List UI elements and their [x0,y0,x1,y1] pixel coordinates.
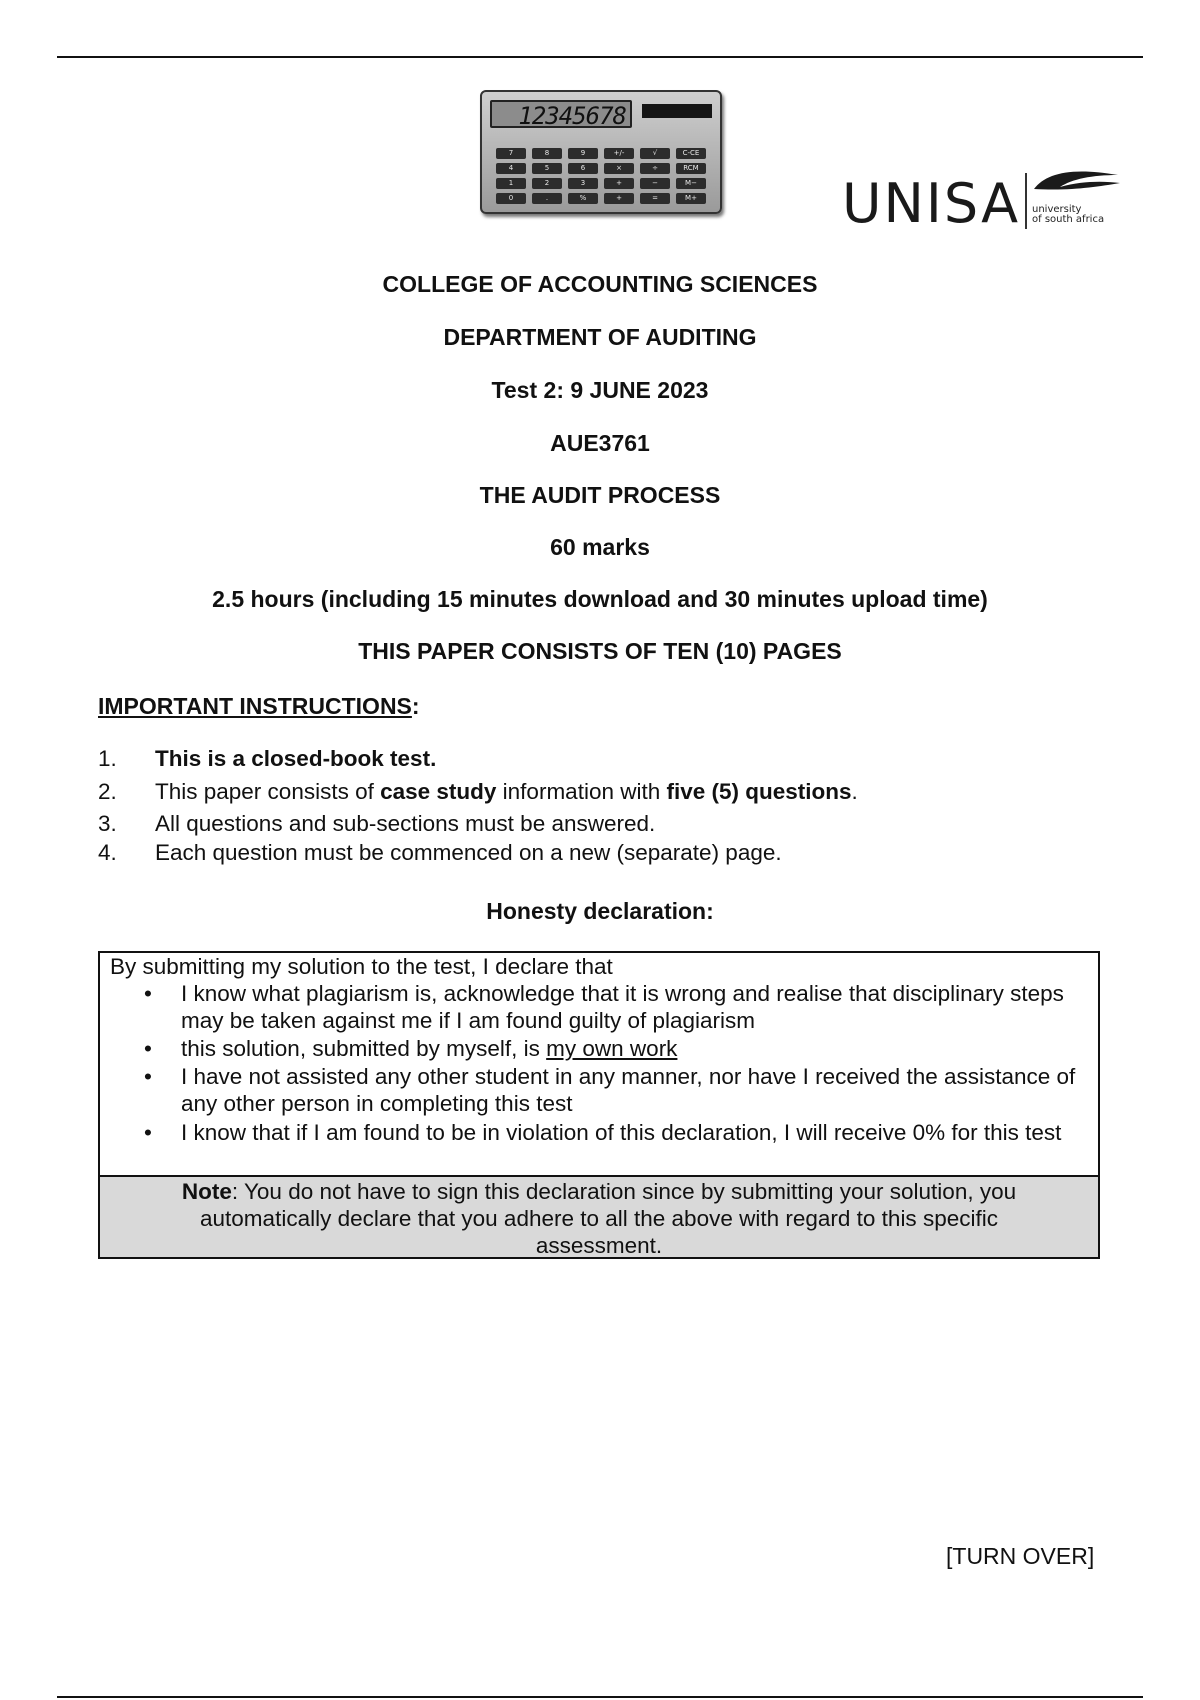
instruction-number: 2. [98,779,117,804]
duration-heading: 2.5 hours (including 15 minutes download and 30 minutes upload time) [212,586,988,612]
bullet-icon: • [144,981,152,1006]
instruction-number: 1. [98,746,117,771]
declaration-intro: By submitting my solution to the test, I declare that [110,954,613,979]
calculator-key: = [640,193,670,204]
module-code: AUE3761 [550,430,650,456]
instruction-text: Each question must be commenced on a new (separate) page. [155,840,782,865]
instruction-number: 4. [98,840,117,865]
calculator-key: M+ [676,193,706,204]
calculator-key: RCM [676,163,706,174]
instruction-text-part: . [851,779,858,804]
calculator-key: M− [676,178,706,189]
logo-wordmark: UNISA [842,172,1021,235]
calculator-key: + [604,193,634,204]
declaration-underlined-part: my own work [546,1036,678,1061]
test-heading: Test 2: 9 JUNE 2023 [491,377,709,403]
calculator-key: . [532,193,562,204]
instruction-text: All questions and sub-sections must be answered. [155,811,656,836]
unisa-logo [842,165,1122,235]
honesty-declaration-title: Honesty declaration: [486,898,714,924]
note-text: : You do not have to sign this declaration since by submitting your solution, you automatically declare that you adhere to all the above with regard to this specific assessment. [200,1179,1017,1258]
instruction-number: 3. [98,811,117,836]
calculator-key: 7 [496,148,526,159]
department-heading: DEPARTMENT OF AUDITING [443,324,757,350]
calculator-key: 6 [568,163,598,174]
instructions-title [98,693,420,720]
calculator-image [480,90,722,214]
instruction-text [155,779,858,805]
bullet-icon: • [144,1064,152,1089]
bullet-icon: • [144,1120,152,1145]
declaration-text-part: this solution, submitted by myself, is [181,1036,547,1061]
calculator-display: 12345678 [490,100,632,128]
calculator-key: 2 [532,178,562,189]
declaration-bullet-text [181,1035,1086,1062]
top-rule [57,56,1143,58]
instruction-bold-part: case study [380,779,497,804]
calculator-key: 9 [568,148,598,159]
instructions-title-text: IMPORTANT INSTRUCTIONS [98,693,412,719]
instruction-text: This is a closed-book test. [155,746,437,771]
bottom-rule [57,1696,1143,1698]
instruction-bold-part: five (5) questions [666,779,852,804]
declaration-box [98,951,1100,1259]
declaration-bullet-text: I know what plagiarism is, acknowledge that it is wrong and realise that disciplinary steps may be taken against me if I am found guilty of plagiarism [181,981,1064,1033]
feather-icon [1032,167,1122,201]
note-label: Note [181,1179,232,1204]
calculator-key: 5 [532,163,562,174]
instructions-title-colon: : [411,693,420,719]
calculator-key: 4 [496,163,526,174]
declaration-bullet-text: I know that if I am found to be in violation of this declaration, I will receive 0% for this test [181,1120,1062,1145]
logo-sub-line2: of south africa [1032,214,1105,225]
calculator-key: 0 [496,193,526,204]
module-title: THE AUDIT PROCESS [479,482,721,508]
calculator-key: × [604,163,634,174]
declaration-note [100,1177,1098,1257]
logo-sub-line1: university [1032,204,1082,215]
calculator-keypad [496,148,708,204]
calculator-key: 8 [532,148,562,159]
calculator-key: ÷ [640,163,670,174]
calculator-key: 1 [496,178,526,189]
turn-over-label: [TURN OVER] [946,1543,1095,1569]
pages-heading: THIS PAPER CONSISTS OF TEN (10) PAGES [358,638,842,664]
bullet-icon: • [144,1036,152,1061]
declaration-bullet-text: I have not assisted any other student in any manner, nor have I received the assistance of any other person in completing this test [181,1064,1076,1116]
college-heading: COLLEGE OF ACCOUNTING SCIENCES [382,271,818,297]
marks-heading: 60 marks [550,534,650,560]
instruction-text-part: information with [496,779,667,804]
calculator-key: % [568,193,598,204]
logo-divider [1025,173,1027,229]
calculator-key: + [604,178,634,189]
instruction-text-part: This paper consists of [155,779,381,804]
calculator-key: √ [640,148,670,159]
calculator-key: C-CE [676,148,706,159]
calculator-solar-panel [642,104,712,118]
calculator-key: 3 [568,178,598,189]
calculator-key: +/- [604,148,634,159]
calculator-key: − [640,178,670,189]
logo-subtitle [1032,205,1104,225]
